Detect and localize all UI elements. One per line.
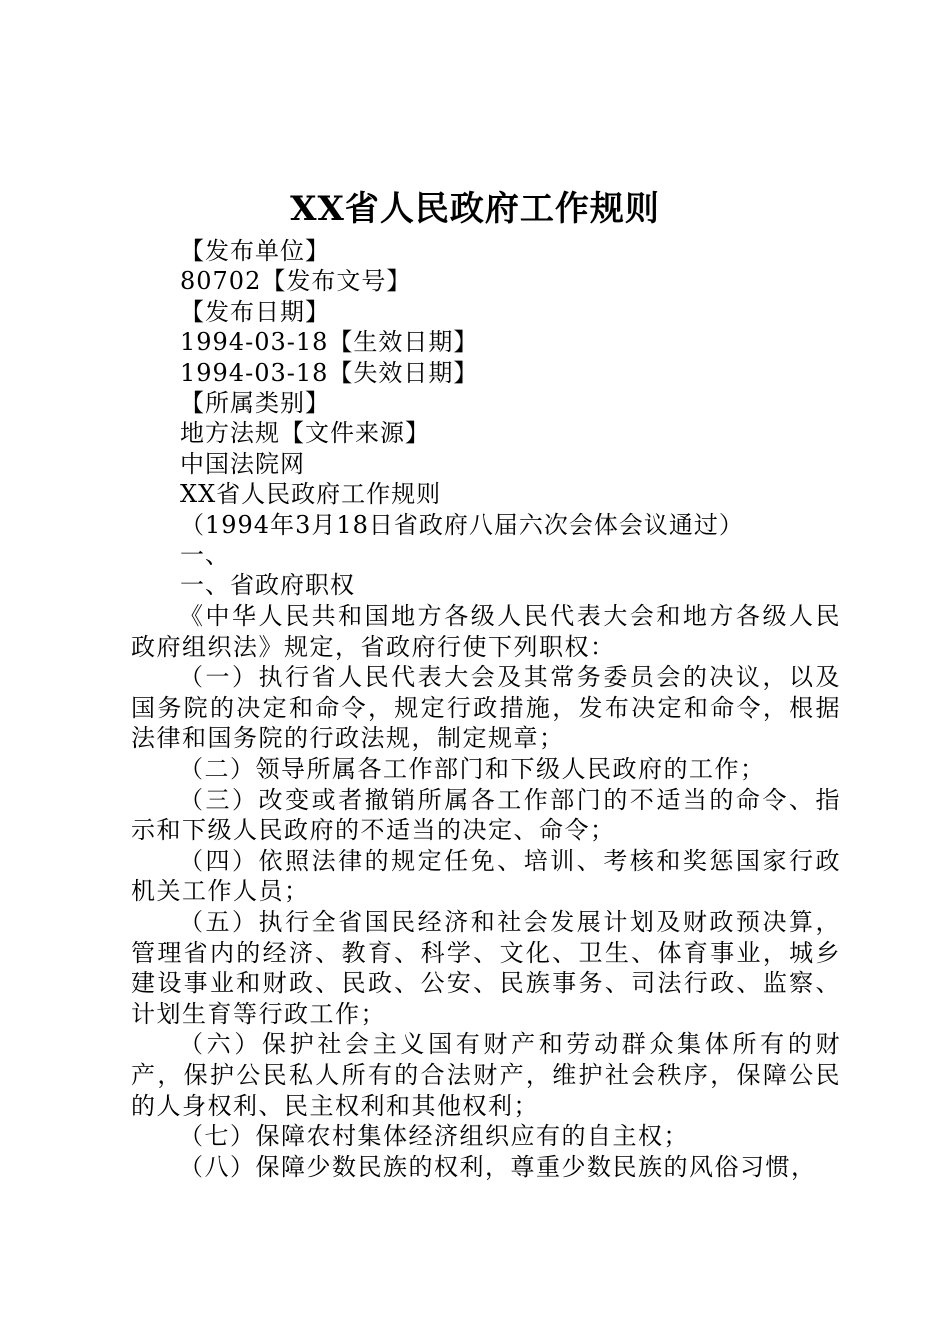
- document-body: [131, 601, 841, 1182]
- paragraph: （六）保护社会主义国有财产和劳动群众集体所有的财产，保护公民私人所有的合法财产，维护社会秩序，保障公民的人身权利、民主权利和其他权利；: [131, 1030, 841, 1120]
- meta-line: 80702【发布文号】: [180, 267, 412, 296]
- meta-line: 【所属类别】: [180, 389, 330, 418]
- meta-line: XX省人民政府工作规则: [180, 480, 442, 509]
- document-meta: [180, 236, 860, 601]
- meta-line: 1994-03-18【失效日期】: [180, 358, 479, 387]
- paragraph: （三）改变或者撤销所属各工作部门的不适当的命令、指示和下级人民政府的不适当的决定、命令；: [131, 785, 841, 845]
- paragraph: 《中华人民共和国地方各级人民代表大会和地方各级人民政府组织法》规定，省政府行使下列职权：: [131, 602, 841, 661]
- paragraph: （五）执行全省国民经济和社会发展计划及财政预决算，管理省内的经济、教育、科学、文化、卫生、体育事业，城乡建设事业和财政、民政、公安、民族事务、司法行政、监察、计划生育等行政工作；: [131, 907, 841, 1028]
- paragraph: （一）执行省人民代表大会及其常务委员会的决议，以及国务院的决定和命令，规定行政措施，发布决定和命令，根据法律和国务院的行政法规，制定规章；: [131, 663, 841, 753]
- paragraph: （八）保障少数民族的权利，尊重少数民族的风俗习惯，: [179, 1152, 817, 1181]
- paragraph: （七）保障农村集体经济组织应有的自主权；: [179, 1122, 689, 1151]
- section-heading: 一、省政府职权: [180, 571, 355, 600]
- meta-line: 【发布单位】: [180, 237, 330, 265]
- paragraph: （二）领导所属各工作部门和下级人民政府的工作；: [179, 754, 766, 783]
- meta-line: （1994年3月18日省政府八届六次会体会议通过）: [180, 510, 744, 539]
- paragraph: （四）依照法律的规定任免、培训、考核和奖惩国家行政机关工作人员；: [131, 846, 841, 906]
- meta-line: 中国法院网: [180, 449, 305, 478]
- meta-line: 【发布日期】: [180, 297, 330, 326]
- meta-line: 地方法规【文件来源】: [180, 419, 430, 448]
- meta-line: 一、: [180, 541, 230, 570]
- document-title: XX省人民政府工作规则: [290, 189, 660, 229]
- meta-line: 1994-03-18【生效日期】: [180, 328, 479, 357]
